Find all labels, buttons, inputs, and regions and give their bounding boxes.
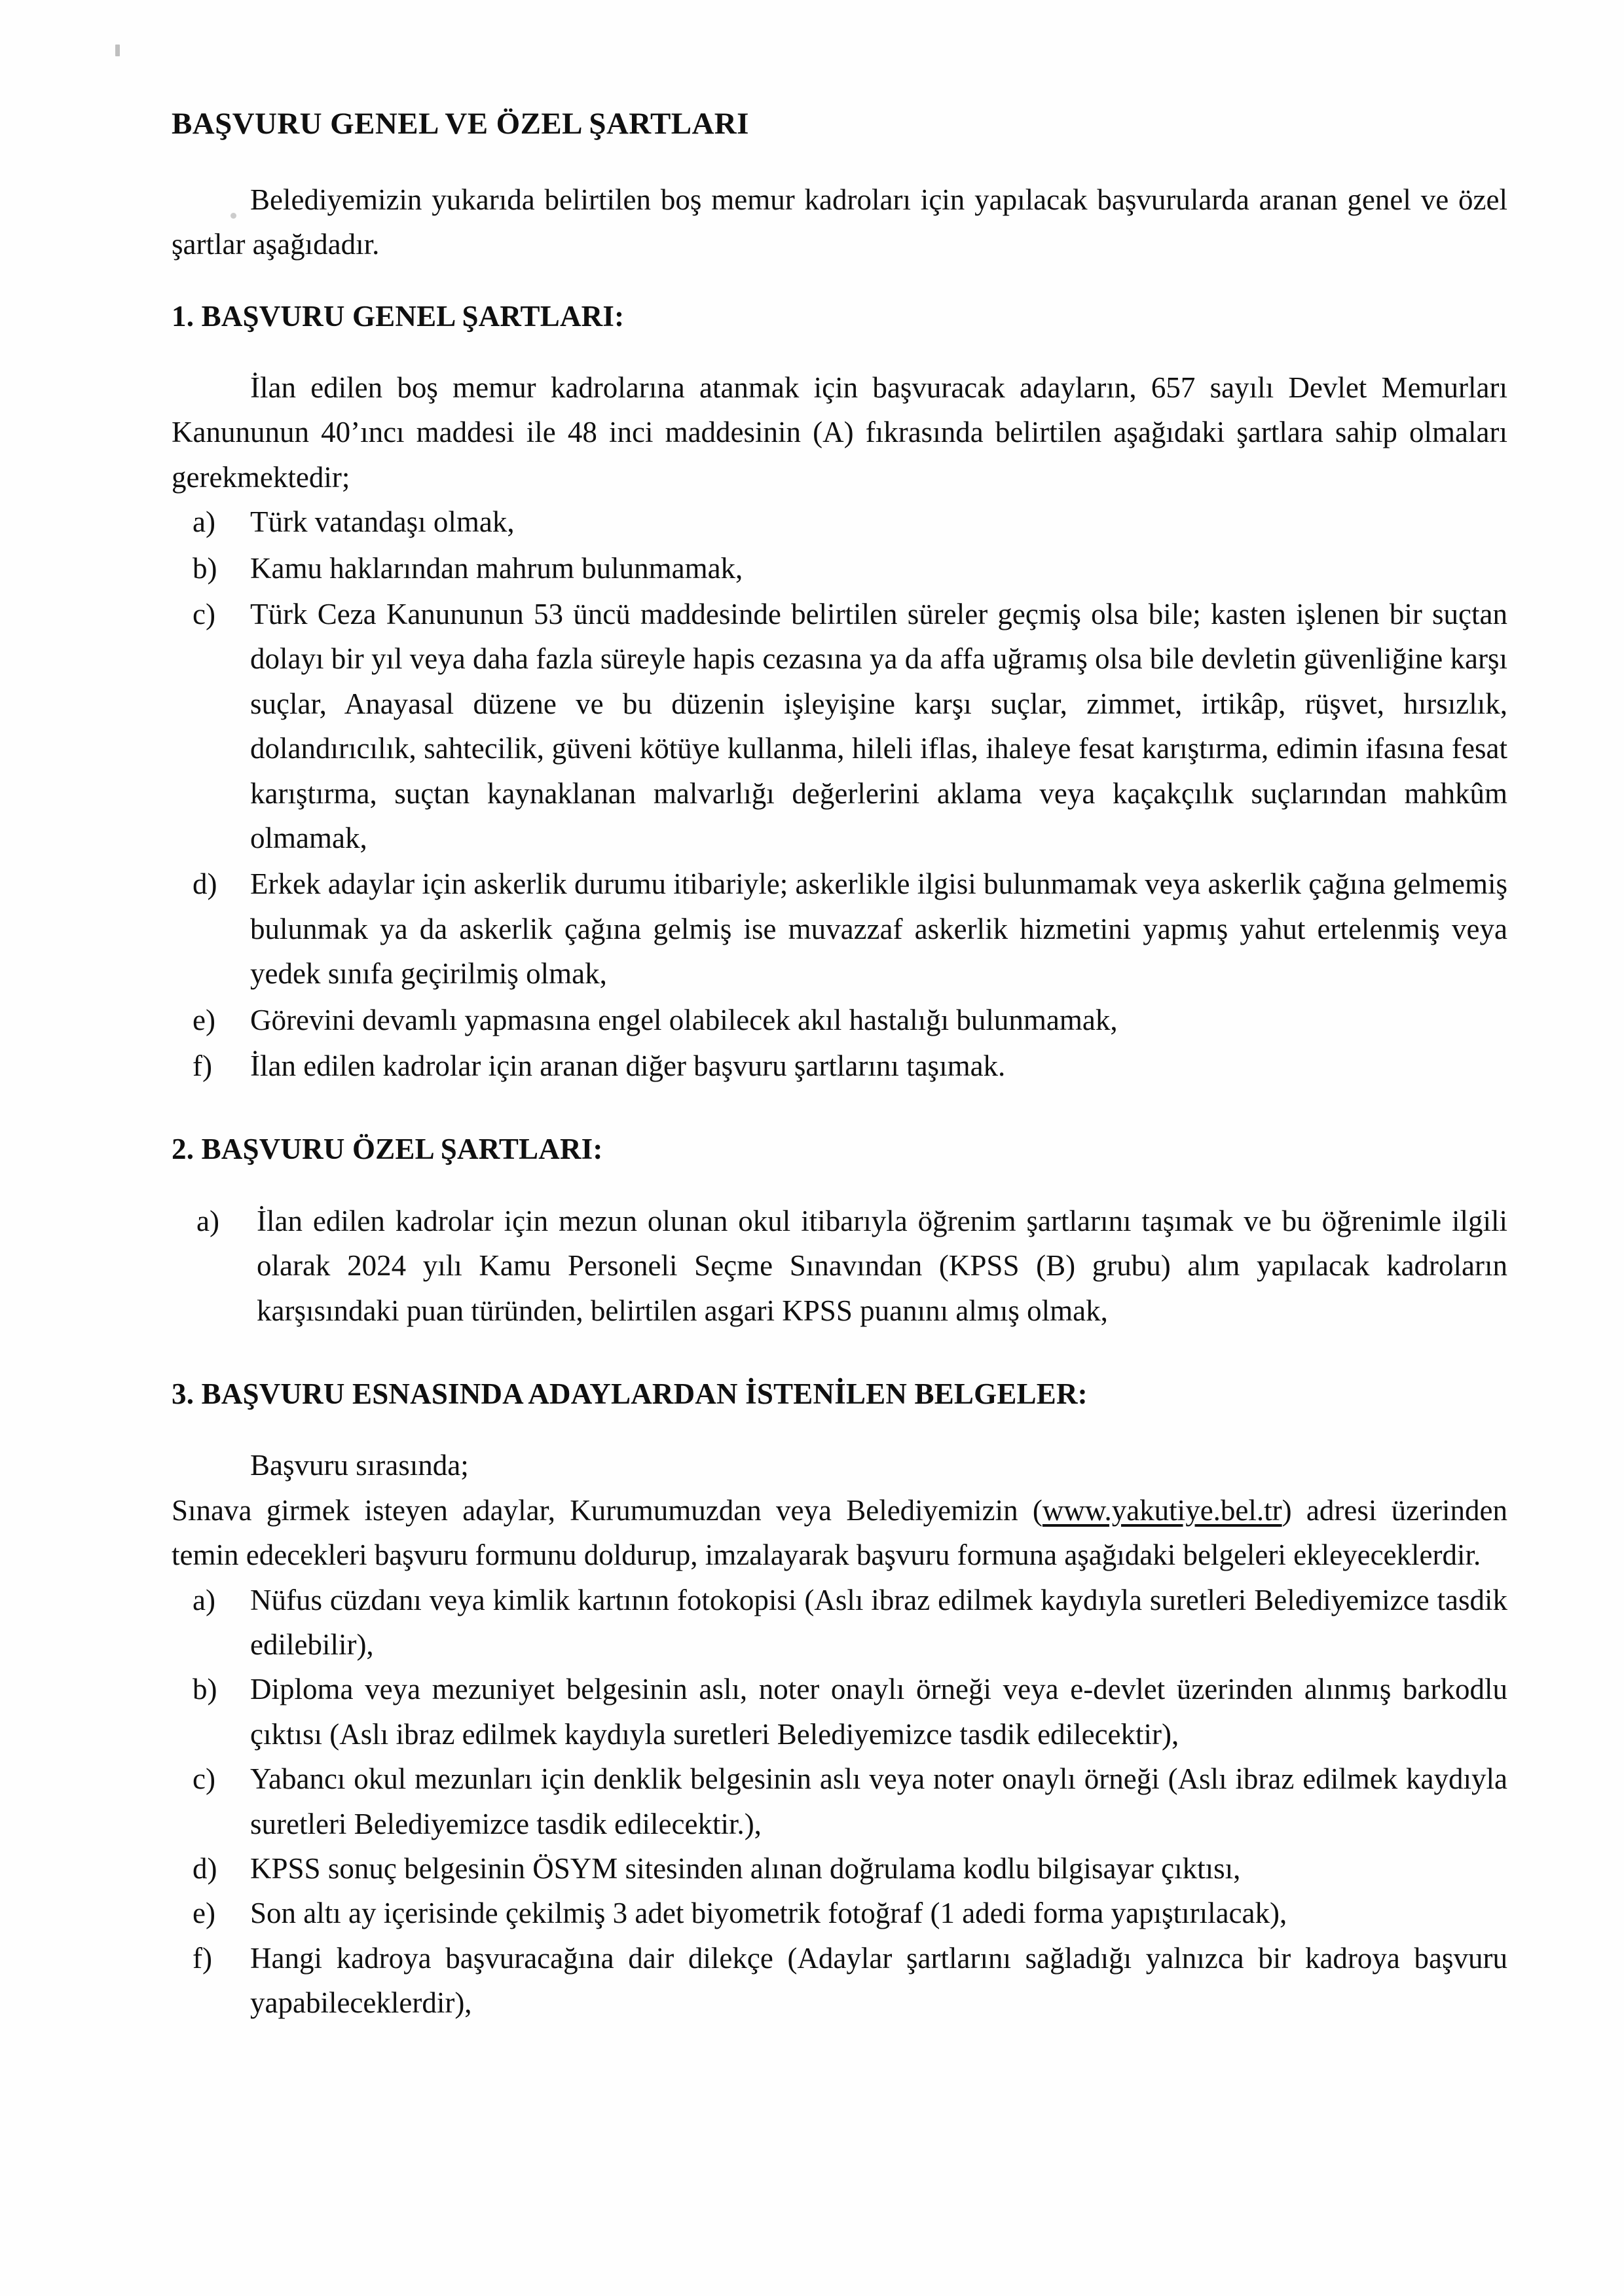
list-item: [172, 1757, 1507, 1846]
list-item: [172, 1667, 1507, 1757]
list-item-marker: e): [193, 1003, 215, 1036]
section-1-intro-paragraph: İlan edilen boş memur kadrolarına atanmak için başvuracak adayların, 657 sayılı Devlet Memurları Kanununun 40’ıncı maddesi ile 48 inci maddesinin (A) fıkrasında belirtilen aşağıdaki şartlara sahip olmaları gerekmektedir;: [172, 371, 1507, 494]
spacer: [172, 267, 1507, 297]
spacer: [172, 1169, 1507, 1199]
list-item-marker: b): [193, 1673, 217, 1706]
spacer: [172, 1413, 1507, 1443]
list-item: [172, 546, 1507, 591]
section-3-list: [172, 1578, 1507, 2026]
list-item: [172, 1846, 1507, 1891]
list-item: [172, 500, 1507, 544]
list-item-text: Kamu haklarından mahrum bulunmamak,: [250, 551, 743, 585]
list-item-text: İlan edilen kadrolar için mezun olunan okul itibarıyla öğrenim şartlarını taşımak ve bu öğrenimle ilgili olarak 2024 yılı Kamu Personeli Seçme Sınavından (KPSS (B) grubu) alım yapılacak kadroların karşısındaki puan türünden, belirtilen asgari KPSS puanını almış olmak,: [257, 1204, 1507, 1327]
list-item: [172, 1044, 1507, 1088]
list-item-text: Türk vatandaşı olmak,: [250, 505, 515, 539]
list-item-text: KPSS sonuç belgesinin ÖSYM sitesinden alınan doğrulama kodlu bilgisayar çıktısı,: [250, 1851, 1241, 1885]
document-body: [172, 105, 1507, 2026]
section-3-heading: 3. BAŞVURU ESNASINDA ADAYLARDAN İSTENİLEN BELGELER:: [172, 1377, 1088, 1410]
list-item-marker: a): [196, 1204, 219, 1237]
list-item-text: Hangi kadroya başvuracağına dair dilekçe (Adaylar şartlarını sağladığı yalnızca bir kadroya başvuru yapabileceklerdir),: [250, 1941, 1507, 2020]
section-1-heading: 1. BAŞVURU GENEL ŞARTLARI:: [172, 299, 625, 333]
yakutiye-website-link[interactable]: www.yakutiye.bel.tr: [1042, 1493, 1282, 1527]
list-item-marker: a): [193, 505, 215, 539]
list-item: [172, 1891, 1507, 1935]
section-3-intro-prefix: Sınava girmek isteyen adaylar, Kurumumuzdan veya Belediyemizin (: [172, 1493, 1043, 1527]
list-item-text: İlan edilen kadrolar için aranan diğer başvuru şartlarını taşımak.: [250, 1049, 1006, 1082]
list-item-marker: c): [193, 597, 215, 630]
section-1-list: [172, 500, 1507, 1088]
section-3-intro-line-1: Başvuru sırasında;: [250, 1449, 469, 1482]
list-item-text: Erkek adaylar için askerlik durumu itibariyle; askerlikle ilgisi bulunmamak veya askerlik çağına gelmemiş bulunmak ya da askerlik çağına gelmiş ise muvazzaf askerlik hizmetini yapmış yahut ertelenmiş veya yedek sınıfa geçirilmiş olmak,: [250, 867, 1507, 991]
list-item-marker: a): [193, 1583, 215, 1616]
spacer: [172, 335, 1507, 365]
section-2-list: [172, 1199, 1507, 1333]
spacer: [172, 1089, 1507, 1130]
list-item-marker: f): [193, 1941, 212, 1975]
list-item-marker: d): [193, 1851, 217, 1885]
list-item: [172, 998, 1507, 1042]
list-item: [172, 1936, 1507, 2026]
list-item-text: Yabancı okul mezunları için denklik belgesinin aslı veya noter onaylı örneği (Aslı ibraz edilmek kaydıyla suretleri Belediyemizce tasdik edilecektir.),: [250, 1762, 1507, 1840]
list-item-marker: d): [193, 867, 217, 901]
list-item-text: Nüfus cüzdanı veya kimlik kartının fotokopisi (Aslı ibraz edilmek kaydıyla suretleri Belediyemizce tasdik edilebilir),: [250, 1583, 1507, 1662]
list-item-text: Diploma veya mezuniyet belgesinin aslı, noter onaylı örneği veya e-devlet üzerinden alınmış barkodlu çıktısı (Aslı ibraz edilmek kaydıyla suretleri Belediyemizce tasdik edilecektir),: [250, 1673, 1507, 1751]
document-intro-paragraph: Belediyemizin yukarıda belirtilen boş memur kadroları için yapılacak başvurularda aranan genel ve özel şartlar aşağıdadır.: [172, 183, 1507, 261]
list-item: [172, 862, 1507, 996]
list-item-marker: c): [193, 1762, 215, 1796]
section-3-intro-line-2: [172, 1488, 1507, 1578]
section-3-intro-suffix: ) adresi üzerinden temin edecekleri başvuru formunu doldurup, imzalayarak başvuru formuna aşağıdaki belgeleri ekleyeceklerdir.: [172, 1493, 1508, 1572]
list-item-text: Türk Ceza Kanununun 53 üncü maddesinde belirtilen süreler geçmiş olsa bile; kasten işlenen bir suçtan dolayı bir yıl veya daha fazla süreyle hapis cezasına ya da affa uğramış olsa bile devletin güvenliğine karşı suçlar, Anayasal düzene ve bu düzenin işleyişine karşı suçlar, zimmet, irtikâp, rüşvet, hırsızlık, dolandırıcılık, sahtecilik, güveni kötüye kullanma, hileli iflas, ihaleye fesat karıştırma, edimin ifasına fesat karıştırma, suçtan kaynaklanan malvarlığı değerlerini aklama veya kaçakçılık suçlarından mahkûm olmamak,: [250, 597, 1507, 854]
list-item: [172, 1199, 1507, 1333]
page-title: BAŞVURU GENEL VE ÖZEL ŞARTLARI: [172, 107, 749, 141]
section-2-heading: 2. BAŞVURU ÖZEL ŞARTLARI:: [172, 1133, 603, 1166]
list-item-text: Görevini devamlı yapmasına engel olabilecek akıl hastalığı bulunmamak,: [250, 1003, 1118, 1036]
list-item-marker: e): [193, 1897, 215, 1930]
spacer: [172, 1334, 1507, 1375]
list-item-marker: b): [193, 551, 217, 585]
list-item-text: Son altı ay içerisinde çekilmiş 3 adet biyometrik fotoğraf (1 adedi forma yapıştırılacak),: [250, 1897, 1287, 1930]
list-item: [172, 1578, 1507, 1667]
list-item-marker: f): [193, 1049, 212, 1082]
list-item: [172, 592, 1507, 860]
scan-artifact-speck: [115, 45, 120, 56]
